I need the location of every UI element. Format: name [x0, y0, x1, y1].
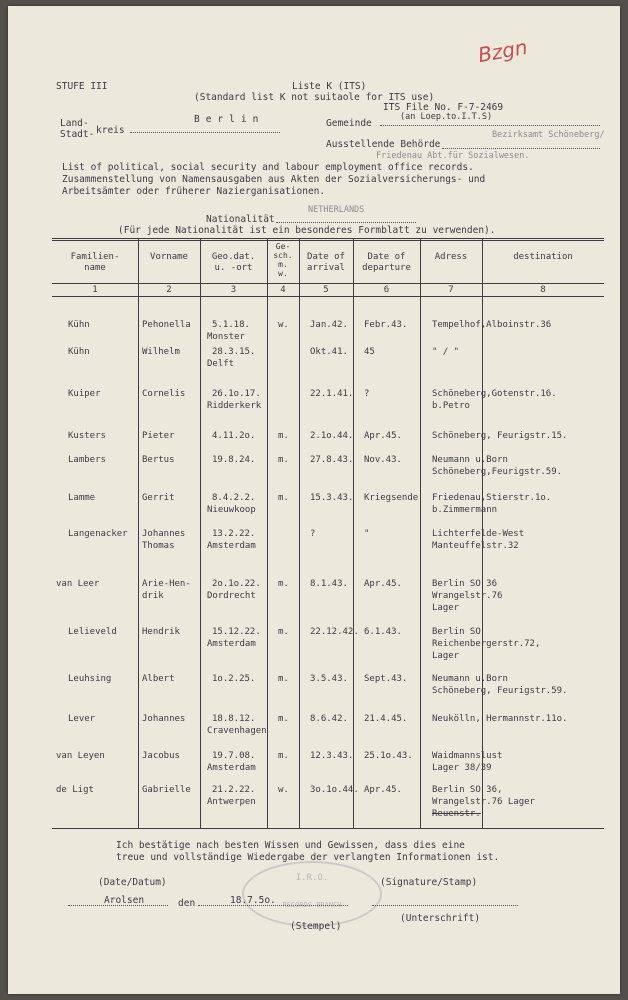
- birth-place-cell: Antwerpen: [207, 797, 256, 807]
- column-header: Ge- sch. m. w.: [273, 242, 293, 278]
- first-name-cell: Arie-Hen-: [142, 579, 191, 589]
- birth-place-cell: Amsterdam: [207, 541, 256, 551]
- arrival-cell: Jan.42.: [310, 320, 348, 330]
- address-cell: Berlin SO 36: [432, 579, 498, 589]
- first-name-cell: Pehonella: [142, 320, 191, 330]
- birth-date-cell: 18.8.12.: [212, 714, 256, 724]
- stadt-label: Stadt-: [60, 129, 95, 140]
- arrival-cell: 8.6.42.: [310, 714, 348, 724]
- nationality-label: Nationalität: [206, 214, 275, 225]
- family-name-cell: van Leyen: [56, 751, 105, 761]
- address-cell: Lager: [432, 651, 460, 661]
- birth-place-cell: Ridderkerk: [207, 401, 262, 411]
- first-name-cell: Pieter: [142, 431, 175, 441]
- departure-cell: ": [364, 529, 370, 539]
- column-header: Adress: [434, 252, 468, 262]
- arrival-cell: ?: [310, 529, 316, 539]
- address-cell: Schöneberg, Feurigstr.15.: [432, 431, 568, 441]
- departure-cell: 25.1o.43.: [364, 751, 413, 761]
- arrival-cell: 12.3.43.: [310, 751, 354, 761]
- gemeinde-label: Gemeinde: [326, 118, 372, 129]
- sex-cell: m.: [278, 455, 289, 465]
- table-top-rule-2: [52, 240, 604, 241]
- file-number: ITS File No. F-7-2469: [383, 102, 504, 113]
- family-name-cell: Lelieveld: [68, 627, 117, 637]
- nationality-note: (Für jede Nationalität ist ein besonderes Formblatt zu verwenden).: [118, 225, 496, 236]
- sex-cell: m.: [278, 493, 289, 503]
- sex-cell: m.: [278, 751, 289, 761]
- table-top-rule: [52, 238, 604, 239]
- column-divider: [267, 238, 268, 828]
- intro-line-2: Zusammenstellung von Namensausgaben aus Akten der Sozialversicherungs- und: [62, 174, 486, 185]
- date-label: (Date/Datum): [98, 877, 167, 888]
- family-name-cell: van Leer: [56, 579, 100, 589]
- address-cell: " / ": [432, 347, 460, 357]
- nationality-line: [276, 222, 416, 223]
- column-number: 4: [280, 285, 286, 295]
- iro-stamp: [242, 861, 382, 927]
- column-divider: [420, 238, 421, 828]
- first-name-cell: Albert: [142, 674, 175, 684]
- den-label: den: [178, 898, 196, 909]
- first-name-cell: Johannes: [142, 714, 186, 724]
- stufe-label: STUFE III: [56, 81, 108, 92]
- family-name-cell: Lambers: [68, 455, 106, 465]
- behoerde-label: Ausstellende Behörde: [326, 139, 441, 150]
- column-divider: [353, 238, 354, 828]
- address-cell: Schöneberg, Feurigstr.59.: [432, 686, 568, 696]
- behoerde-line: [442, 148, 600, 149]
- address-cell: Wrangelstr.76: [432, 591, 503, 601]
- address-cell: Friedenau,Stierstr.1o.: [432, 493, 552, 503]
- family-name-cell: Leuhsing: [68, 674, 112, 684]
- intro-line-1: List of political, social security and labour employment office records.: [62, 162, 474, 173]
- address-cell: Lichterfelde-West: [432, 529, 525, 539]
- sex-cell: m.: [278, 674, 289, 684]
- date-line: [198, 905, 348, 906]
- sex-cell: w.: [278, 785, 289, 795]
- departure-cell: 21.4.45.: [364, 714, 408, 724]
- column-number: 3: [230, 285, 237, 295]
- number-bottom-rule: [52, 296, 604, 297]
- family-name-cell: Kühn: [68, 320, 90, 330]
- birth-date-cell: 13.2.22.: [212, 529, 256, 539]
- first-name-cell: Hendrik: [142, 627, 180, 637]
- departure-cell: Kriegsende: [364, 493, 419, 503]
- first-name-cell: Bertus: [142, 455, 175, 465]
- place-value: Arolsen: [104, 895, 145, 906]
- arrival-cell: 27.8.43.: [310, 455, 354, 465]
- birth-place-cell: Amsterdam: [207, 639, 256, 649]
- column-header: destination: [513, 252, 573, 262]
- family-name-cell: Lever: [68, 714, 96, 724]
- document-title: Liste K (ITS): [292, 81, 367, 92]
- address-cell: Wrangelstr.76 Lager: [432, 797, 535, 807]
- arrival-cell: 3o.1o.44.: [310, 785, 359, 795]
- file-sub: (an Loep.to.I.T.S): [400, 112, 493, 122]
- birth-place-cell: Nieuwkoop: [207, 505, 256, 515]
- birth-place-cell: Monster: [207, 332, 245, 342]
- pencil-annotation: Bzgn: [476, 34, 530, 68]
- address-cell: Neumann u.Born: [432, 674, 508, 684]
- arrival-cell: 3.5.43.: [310, 674, 348, 684]
- address-cell: Berlin SO 36,: [432, 785, 503, 795]
- kreis-value: Berlin: [194, 114, 265, 125]
- place-line: [68, 905, 168, 906]
- column-number: 8: [540, 285, 546, 295]
- kreis-line: [130, 132, 280, 133]
- departure-cell: Apr.45.: [364, 579, 402, 589]
- sex-cell: m.: [278, 579, 289, 589]
- birth-date-cell: 8.4.2.2.: [212, 493, 256, 503]
- column-number: 2: [166, 285, 172, 295]
- kreis-label: kreis: [96, 125, 125, 136]
- first-name-cell: Gerrit: [142, 493, 175, 503]
- table-bottom-rule: [52, 828, 604, 829]
- departure-cell: Nov.43.: [364, 455, 402, 465]
- birth-date-cell: 19.7.08.: [212, 751, 256, 761]
- column-header: Vorname: [150, 252, 188, 262]
- departure-cell: 6.1.43.: [364, 627, 402, 637]
- address-cell: Reichenbergerstr.72,: [432, 639, 541, 649]
- birth-date-cell: 2o.1o.22.: [212, 579, 261, 589]
- birth-date-cell: 21.2.22.: [212, 785, 256, 795]
- unterschrift-label: (Unterschrift): [400, 913, 481, 924]
- family-name-cell: Kühn: [68, 347, 90, 357]
- departure-cell: Apr.45.: [364, 431, 402, 441]
- first-name-cell: Cornelis: [142, 389, 186, 399]
- stamp-text-1: I.R.O.: [295, 873, 329, 883]
- birth-date-cell: 28.3.15.: [212, 347, 256, 357]
- arrival-cell: 15.3.43.: [310, 493, 354, 503]
- address-cell: Reuenstr.: [432, 809, 481, 819]
- behoerde-value-1: Bezirksamt Schöneberg/: [492, 130, 605, 140]
- address-cell: Schöneberg,Gotenstr.16.: [432, 389, 557, 399]
- birth-date-cell: 19.8.24.: [212, 455, 256, 465]
- departure-cell: Apr.45.: [364, 785, 402, 795]
- column-number: 5: [323, 285, 329, 295]
- departure-cell: Sept.43.: [364, 674, 408, 684]
- family-name-cell: Kuiper: [68, 389, 101, 399]
- departure-cell: Febr.43.: [364, 320, 408, 330]
- departure-cell: ?: [364, 389, 370, 399]
- departure-cell: 45: [364, 347, 375, 357]
- column-number: 6: [383, 285, 390, 295]
- date-value: 18.7.5o.: [230, 895, 276, 906]
- birth-date-cell: 15.12.22.: [212, 627, 261, 637]
- behoerde-value-2: Friedenau Abt.für Sozialwesen.: [376, 151, 530, 161]
- sex-cell: m.: [278, 627, 289, 637]
- first-name-cell: Johannes: [142, 529, 186, 539]
- first-name-cell: Thomas: [142, 541, 175, 551]
- sex-cell: m.: [278, 431, 289, 441]
- arrival-cell: Okt.41.: [310, 347, 348, 357]
- column-header: Geo.dat. u. -ort: [211, 252, 256, 273]
- birth-date-cell: 26.1o.17.: [212, 389, 261, 399]
- nationality-value: NETHERLANDS: [308, 205, 365, 215]
- arrival-cell: 22.12.42.: [310, 627, 359, 637]
- address-cell: Lager: [432, 603, 460, 613]
- sex-cell: w.: [278, 320, 289, 330]
- signature-line: [372, 905, 518, 906]
- column-divider: [299, 238, 300, 828]
- column-number: 7: [448, 285, 454, 295]
- birth-date-cell: 4.11.2o.: [212, 431, 256, 441]
- column-header: Date of departure: [362, 252, 411, 273]
- first-name-cell: drik: [142, 591, 164, 601]
- birth-place-cell: Amsterdam: [207, 763, 256, 773]
- sex-cell: m.: [278, 714, 289, 724]
- document-page: [8, 6, 620, 994]
- family-name-cell: de Ligt: [56, 785, 94, 795]
- birth-date-cell: 1o.2.25.: [212, 674, 256, 684]
- address-cell: Schöneberg,Feurigstr.59.: [432, 467, 563, 477]
- arrival-cell: 8.1.43.: [310, 579, 348, 589]
- address-cell: Lager 38/39: [432, 763, 492, 773]
- first-name-cell: Gabrielle: [142, 785, 191, 795]
- column-header: Date of arrival: [307, 252, 345, 273]
- column-divider: [138, 238, 139, 828]
- stamp-label: (Stempel): [290, 921, 342, 932]
- address-cell: b.Petro: [432, 401, 470, 411]
- land-label: Land-: [60, 118, 89, 129]
- address-cell: Manteuffelstr.32: [432, 541, 519, 551]
- address-cell: Neukölln, Hermannstr.11o.: [432, 714, 568, 724]
- birth-place-cell: Delft: [207, 359, 235, 369]
- arrival-cell: 22.1.41.: [310, 389, 354, 399]
- address-cell: Tempelhof,Alboinstr.36: [432, 320, 552, 330]
- signature-label: (Signature/Stamp): [380, 877, 478, 888]
- birth-date-cell: 5.1.18.: [212, 320, 250, 330]
- address-cell: Waidmannslust: [432, 751, 503, 761]
- address-cell: Neumann u.Born: [432, 455, 508, 465]
- document-subtitle: (Standard list K not suitaole for ITS use): [194, 92, 435, 103]
- address-cell: b.Zimmermann: [432, 505, 498, 515]
- birth-place-cell: Cravenhagen: [207, 726, 267, 736]
- confirmation-line-2: treue und vollständige Wiedergabe der verlangten Informationen ist.: [116, 852, 500, 863]
- family-name-cell: Kusters: [68, 431, 106, 441]
- address-cell: Berlin SO: [432, 627, 481, 637]
- gemeinde-line: [380, 125, 600, 126]
- column-number: 1: [92, 285, 98, 295]
- family-name-cell: Lamme: [68, 493, 96, 503]
- first-name-cell: Wilhelm: [142, 347, 180, 357]
- stamp-text-2: RECORDS BRANCH: [282, 901, 342, 909]
- column-header: Familien- name: [70, 252, 120, 273]
- first-name-cell: Jacobus: [142, 751, 180, 761]
- birth-place-cell: Dordrecht: [207, 591, 256, 601]
- header-bottom-rule: [52, 283, 604, 284]
- intro-line-3: Arbeitsämter oder früherer Nazierganisationen.: [62, 186, 326, 197]
- arrival-cell: 2.1o.44.: [310, 431, 354, 441]
- column-divider: [200, 238, 201, 828]
- confirmation-line-1: Ich bestätige nach besten Wissen und Gewissen, dass dies eine: [116, 840, 465, 851]
- family-name-cell: Langenacker: [68, 529, 128, 539]
